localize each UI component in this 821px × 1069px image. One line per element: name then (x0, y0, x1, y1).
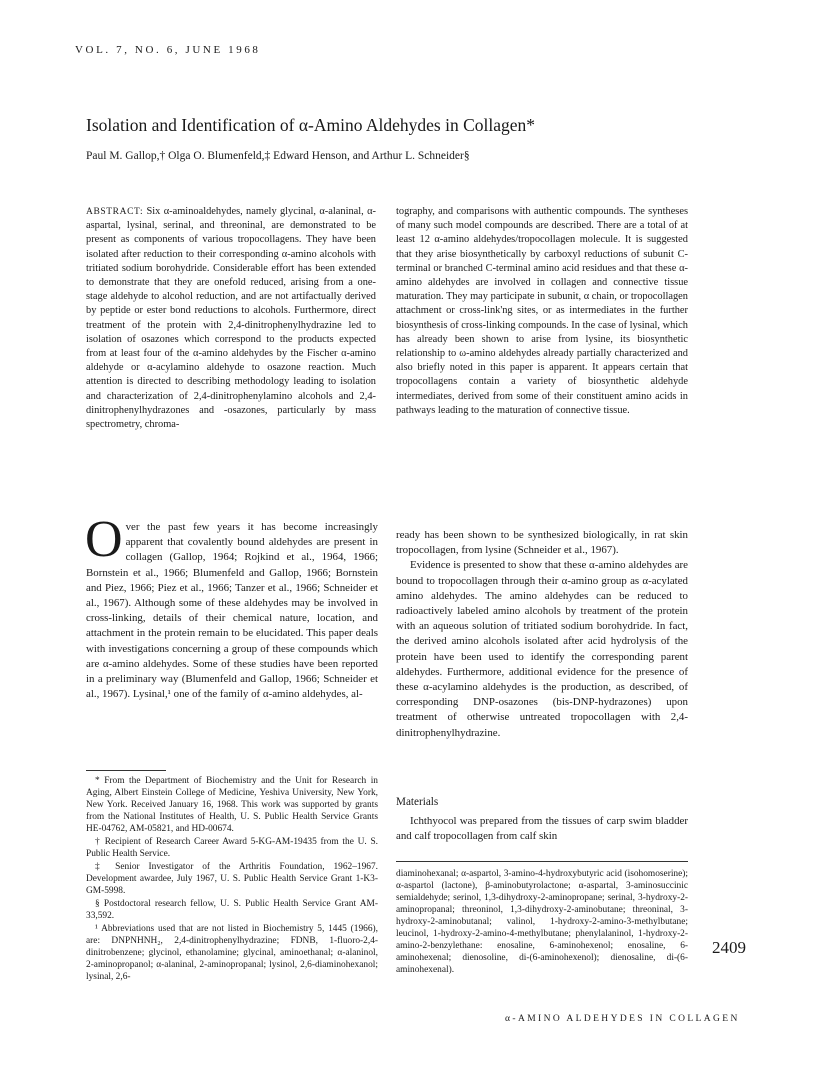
drop-cap: O (85, 511, 123, 568)
abstract-text-right: tography, and comparisons with authentic compounds. The syntheses of many such model compounds are described. There are a total of at least 12 α-amino aldehydes/tropocollagen molecule. It is suggested that they arise biosynthetically by carboxyl reductions of subunit C-terminal or branched C-terminal amino acid residues and that these α-amino aldehydes are involved in collagen and connective tissue maturation. They may participate in subunit, α chain, or tropocollagen attachment or cross-link'ng sites, or as intermediates in the further biosynthesis of cross-linking compounds. In the case of lysinal, which has already been shown to arise from lysine, its biosynthetic relationship to ω-amino aldehydes already partially characterized and also briefly noted in this paper is apparent. It appears certain that tropocollagens contain a variety of biosynthetic aldehyde intermediates, derived from some of their constituent amino acids in pathways leading to the maturation of connective tissue. (396, 206, 688, 416)
intro-paragraph: ver the past few years it has become increasingly apparent that covalently bound aldehydes are present in collagen (Gallop, 1964; Rojkind et al., 1964, 1966; Bornstein et al., 1966; Blumenfeld and Gallop, 1966; Bornstein and Piez, 1966; Piez et al., 1966; Tanzer et al., 1966; Schneider et al., 1967). Although some of these aldehydes may be involved in cross-linking, details of their chemical nature, location, and attachment in the protein remain to be elucidated. This paper deals with investigations concerning a group of these compounds which are α-amino aldehydes. Some of these studies have been reported in a preliminary way (Blumenfeld and Gallop, 1966; Schneider et al., 1967). Lysinal,¹ one of the family of α-amino aldehydes, al- (86, 521, 378, 701)
footnote-section: § Postdoctoral research fellow, U. S. Public Health Service Grant AM-33,592. (86, 899, 378, 921)
abstract-label: ABSTRACT: (86, 207, 144, 217)
body-left-column (85, 511, 378, 702)
footnotes-left (86, 775, 378, 984)
intro-paragraph-cont: ready has been shown to be synthesized biologically, in rat skin tropocollagen, from lysine (Schneider et al., 1967). (396, 529, 688, 557)
materials-text: Ichthyocol was prepared from the tissues of carp swim bladder and calf tropocollagen from calf skin (396, 815, 688, 843)
footnote-rule-left (86, 770, 166, 771)
abstract-left-column (86, 205, 376, 432)
evidence-paragraph: Evidence is presented to show that these α-amino aldehydes are bound to tropocollagen through their α-amino group as α-acylated amino aldehydes. The amino aldehydes can be reduced to radioactively labeled amino alcohols by treatment of the protein with an aqueous solution of tritiated sodium borohydride. In fact, the derived amino alcohols isolated after acid hydrolysis of the protein have been used to identify the corresponding parent aldehydes. Furthermore, additional evidence for the presence of these α-acylamino aldehydes is the production, as described, of corresponding DNP-osazones (bis-DNP-hydrazones) upon treatment of otherwise untreated tropocollagen with 2,4-dinitrophenylhydrazine. (396, 559, 688, 739)
running-head: VOL. 7, NO. 6, JUNE 1968 (75, 44, 261, 56)
footnote-abbreviations-cont: diaminohexanal; α-aspartol, 3-amino-4-hydroxybutyric acid (isohomoserine); α-aspartol (lactone), β-aminobutyrolactone; α-aspartal, 3-aminosuccinic semialdehyde; serinol, 1,3-dihydroxy-2-aminopropane; serinal, 3-hydroxy-2-aminopropanal; threoninol, 1,3-dihydroxy-2-aminobutane; threoninal, 3-hydroxy-2-aminobutanal; valinol, 1-hydroxy-2-amino-3-methylbutane; leucinol, 1-hydroxy-2-amino-4-methylbutane; phenylalaninol, 1-hydroxy-2-amino-2-benzylethane: enosaline, 6-aminohexenol; enosaline, 6-aminohexenal; dienosoline, di-(6-aminohexenol); dienosaline, di-(6-aminohexenal). (396, 869, 688, 975)
footnote-double-dagger: ‡ Senior Investigator of the Arthritis Foundation, 1962–1967. Development awardee, July 1967, U. S. Public Health Service Grant 1-K3-GM-5998. (86, 862, 378, 896)
body-right-column (396, 528, 688, 741)
footnote-rule-right (396, 861, 688, 862)
abstract-right-column (396, 205, 688, 418)
footnote-dagger: † Recipient of Research Career Award 5-KG-AM-19435 from the U. S. Public Health Service. (86, 837, 378, 859)
author-list: Paul M. Gallop,† Olga O. Blumenfeld,‡ Edward Henson, and Arthur L. Schneider§ (86, 150, 470, 162)
footnote-affiliation: * From the Department of Biochemistry and the Unit for Research in Aging, Albert Einstein College of Medicine, Yeshiva University, New York, New York. Received January 16, 1968. This work was supported by grants from the National Institutes of Health, U. S. Public Health Service Grants HE-04762, AM-05821, and HD-00674. (86, 776, 378, 834)
article-title: Isolation and Identification of α-Amino Aldehydes in Collagen* (86, 115, 536, 135)
abstract-text-left: Six α-aminoaldehydes, namely glycinal, α-alaninal, α-aspartal, lysinal, serinal, and threoninal, are demonstrated to be present as components of various tropocollagens. They have been isolated after reduction to their corresponding α-amino alcohols with tritiated sodium borohydride. Considerable effort has been extended to demonstrate that they are onefold reduced, arising from a one-stage aldehyde to alcohol reduction, and are not artifactually derived by peptide or ester bond reductions to alcohols. Furthermore, direct treatment of the protein with 2,4-dinitrophenylhydrazine led to isolation of osazones which correspond to the products expected from at least four of the α-amino aldehydes by the Fischer α-amino aldehyde or α-acylamino aldehyde to osazone reaction. Much attention is directed to describing methodology leading to isolation and characterization of 2,4-dinitrophenylamino alcohols and 2,4-dinitrophenylhydrazones and -osazones, particularly by mass spectrometry, chroma- (86, 206, 376, 431)
page-number: 2409 (712, 938, 746, 957)
materials-paragraph (396, 814, 688, 844)
footnote-continuation (396, 868, 688, 977)
section-heading-materials: Materials (396, 796, 439, 808)
footnote-abbreviations: ¹ Abbreviations used that are not listed in Biochemistry 5, 1445 (1966), are: DNPNHNH₂, 2,4-dinitrophenylhydrazine; FDNB, 1-fluoro-2,4-dinitrobenzene; glycinol, ethanolamine; glycinal, aminoethanal; α-alaninol, 2-aminopropanol; α-alaninal, 2-aminopropanal; lysinol, 2,6-diaminohexanol; lysinal, 2,6- (86, 924, 378, 982)
running-foot: α-AMINO ALDEHYDES IN COLLAGEN (505, 1014, 740, 1024)
